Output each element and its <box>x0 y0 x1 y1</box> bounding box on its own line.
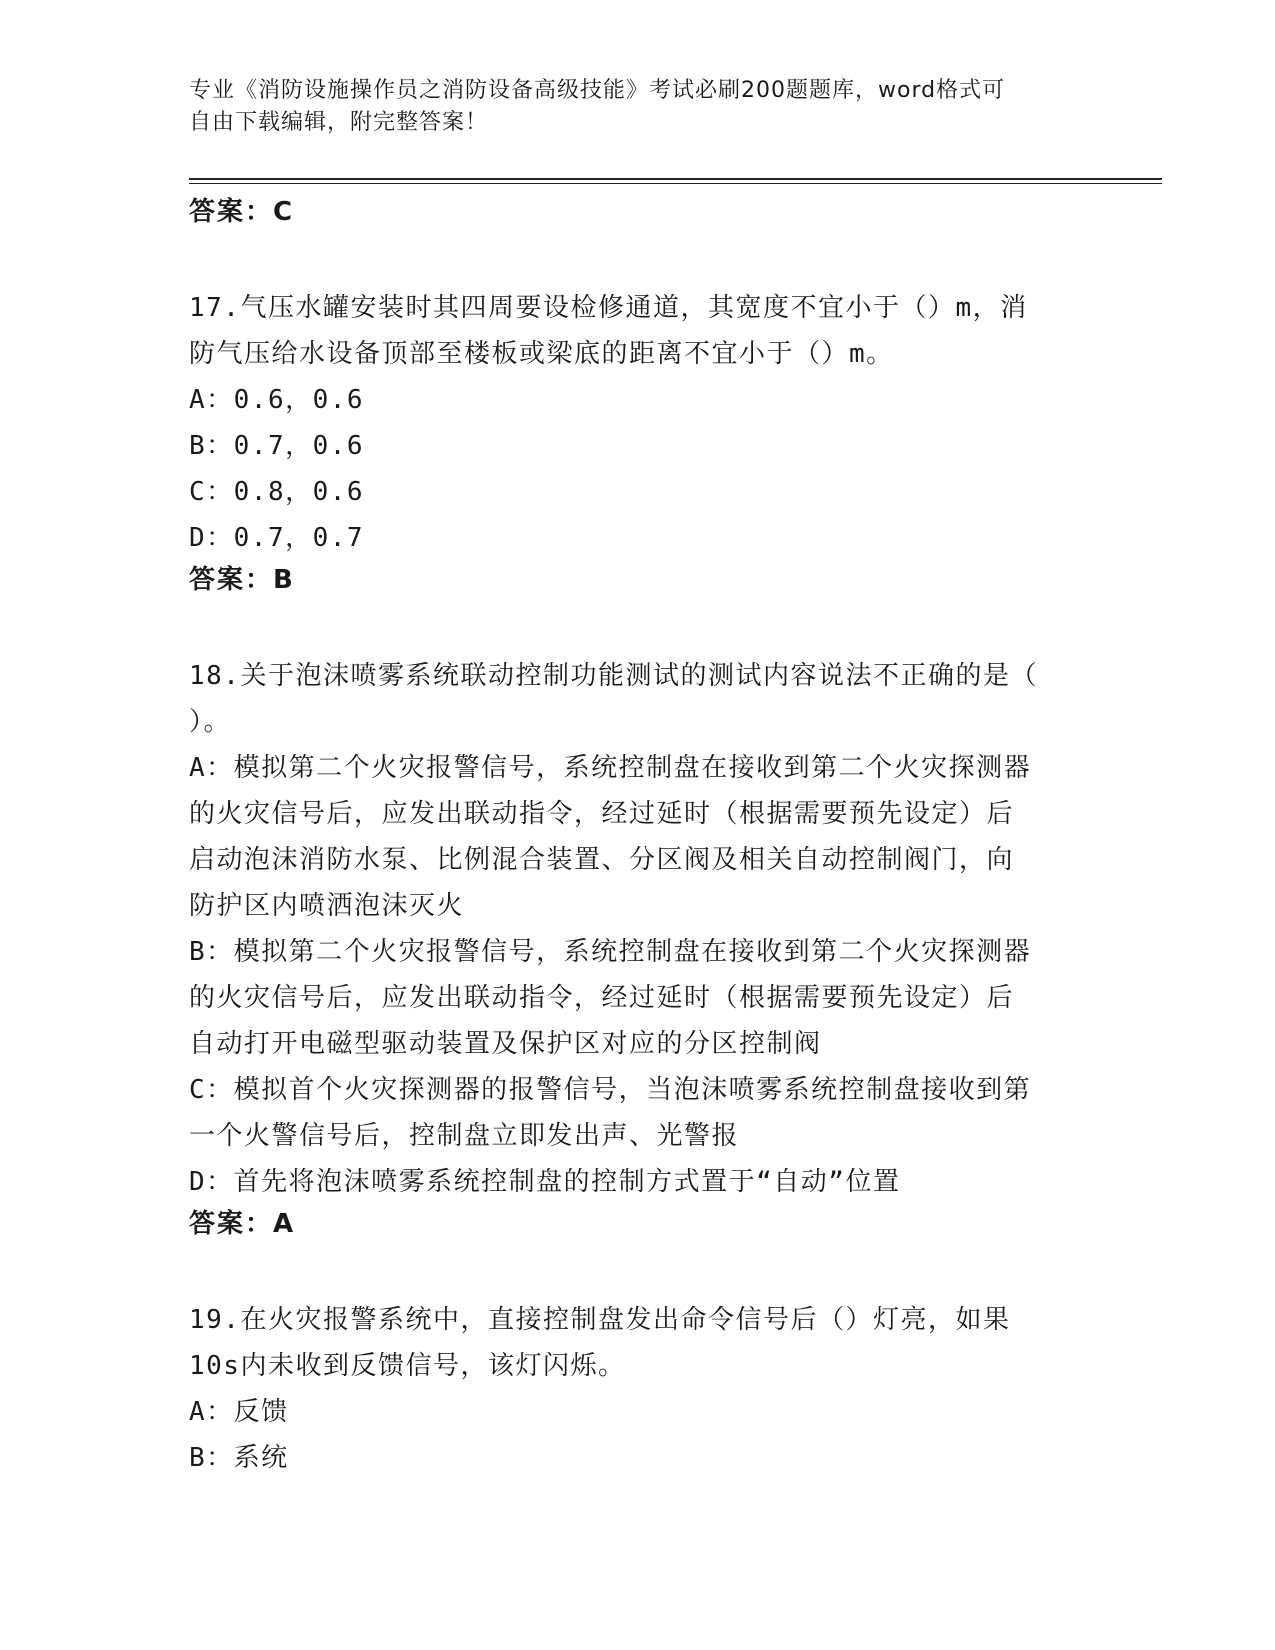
answer-line: 答案：A <box>189 1209 296 1239</box>
question-stem-line: 18.关于泡沫喷雾系统联动控制功能测试的测试内容说法不正确的是（ <box>189 661 1038 691</box>
header-line-1: 专业《消防设施操作员之消防设备高级技能》考试必刷200题题库，word格式可 <box>189 78 1006 103</box>
option-c: C：0.8，0.6 <box>189 477 365 507</box>
answer-line: 答案：B <box>189 565 295 595</box>
option-d: D：0.7，0.7 <box>189 523 365 553</box>
previous-answer: 答案：C <box>189 197 295 227</box>
question-stem-line: 17.气压水罐安装时其四周要设检修通道，其宽度不宜小于（）m，消 <box>189 293 1028 323</box>
question-stem-line: 防气压给水设备顶部至楼板或梁底的距离不宜小于（）m。 <box>189 339 894 369</box>
document-body <box>189 193 1089 1481</box>
option-d-line: D：首先将泡沫喷雾系统控制盘的控制方式置于“自动”位置 <box>189 1167 901 1197</box>
header-line-2: 自由下载编辑，附完整答案！ <box>189 110 489 135</box>
option-b-line: B：模拟第二个火灾报警信号，系统控制盘在接收到第二个火灾探测器 <box>189 937 1032 967</box>
option-a: A：0.6，0.6 <box>189 385 365 415</box>
spacer <box>189 599 1089 653</box>
option-c-line: C：模拟首个火灾探测器的报警信号，当泡沫喷雾系统控制盘接收到第 <box>189 1075 1032 1105</box>
option-a-line: A：模拟第二个火灾报警信号，系统控制盘在接收到第二个火灾探测器 <box>189 753 1032 783</box>
option-a-line: 启动泡沫消防水泵、比例混合装置、分区阀及相关自动控制阀门，向 <box>189 845 1015 875</box>
option-a-line: 的火灾信号后，应发出联动指令，经过延时（根据需要预先设定）后 <box>189 799 1015 829</box>
option-b-line: 的火灾信号后，应发出联动指令，经过延时（根据需要预先设定）后 <box>189 983 1015 1013</box>
question-stem-line: 19.在火灾报警系统中，直接控制盘发出命令信号后（）灯亮，如果 <box>189 1305 1011 1335</box>
question-18 <box>189 653 1089 1243</box>
option-a: A：反馈 <box>189 1397 289 1427</box>
option-b: B：0.7，0.6 <box>189 431 365 461</box>
page-header <box>189 75 1069 139</box>
question-19 <box>189 1297 1089 1481</box>
option-b-line: 自动打开电磁型驱动装置及保护区对应的分区控制阀 <box>189 1029 822 1059</box>
spacer <box>189 231 1089 285</box>
question-17 <box>189 285 1089 599</box>
option-c-line: 一个火警信号后，控制盘立即发出声、光警报 <box>189 1121 740 1151</box>
spacer <box>189 1243 1089 1297</box>
question-stem-line: ）。 <box>189 707 232 737</box>
option-b: B：系统 <box>189 1443 289 1473</box>
option-a-line: 防护区内喷洒泡沫灭火 <box>189 891 465 921</box>
header-divider <box>189 178 1162 184</box>
question-stem-line: 10s内未收到反馈信号，该灯闪烁。 <box>189 1351 626 1381</box>
